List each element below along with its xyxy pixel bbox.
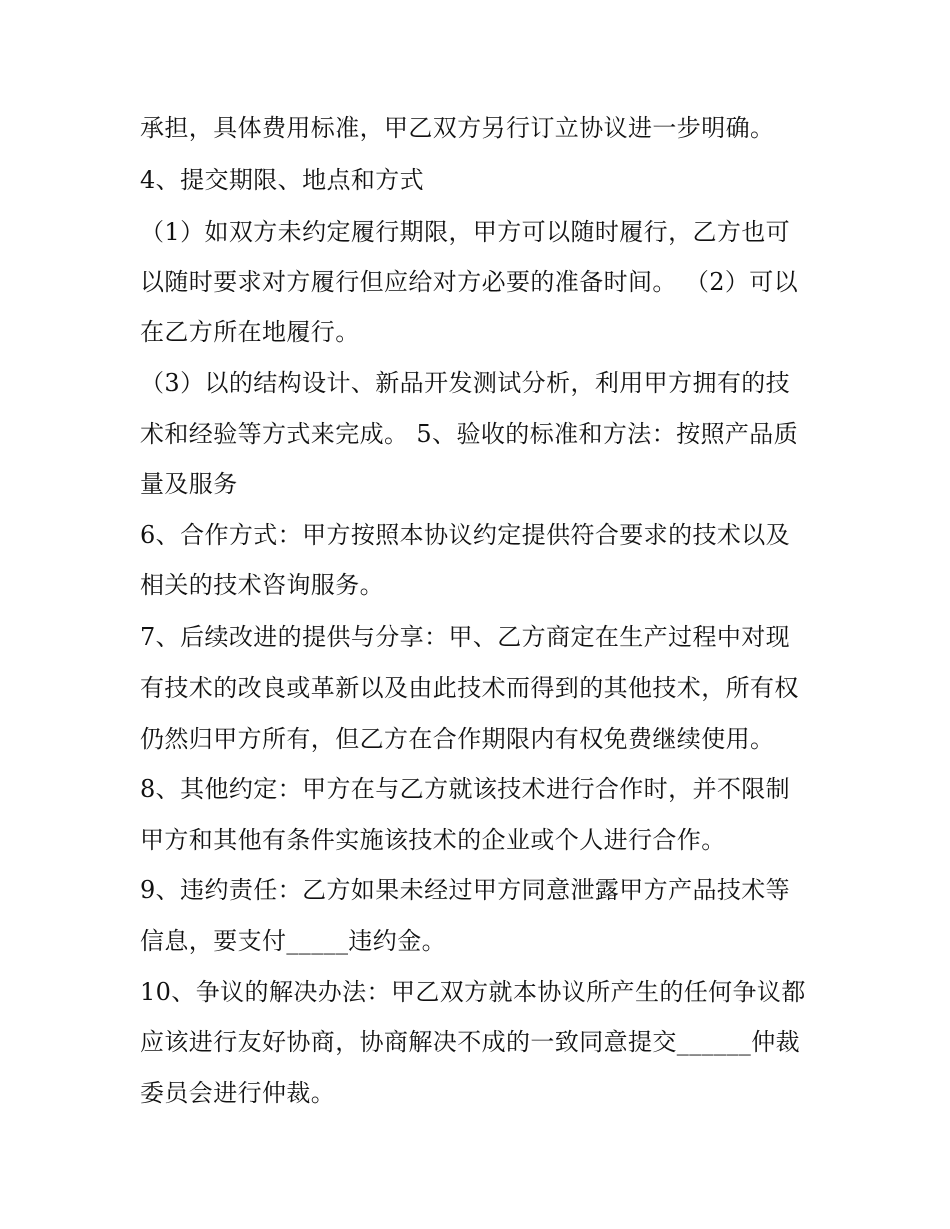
- text-line: 有技术的改良或革新以及由此技术而得到的其他技术，所有权: [140, 674, 799, 702]
- text-line: 8、其他约定：甲方在与乙方就该技术进行合作时，并不限制: [140, 775, 791, 803]
- text-line: 9、违约责任：乙方如果未经过甲方同意泄露甲方产品技术等: [140, 876, 791, 904]
- text-line: 7、后续改进的提供与分享：甲、乙方商定在生产过程中对现: [140, 623, 791, 651]
- text-line: 以随时要求对方履行但应给对方必要的准备时间。 （2）可以: [140, 268, 799, 296]
- text-line: 信息，要支付_____违约金。: [140, 927, 446, 955]
- text-line: 承担，具体费用标准，甲乙双方另行订立协议进一步明确。: [140, 114, 775, 142]
- section-heading: 4、提交期限、地点和方式: [140, 166, 425, 194]
- text-line: 量及服务: [140, 470, 238, 498]
- text-line: 委员会进行仲裁。: [140, 1079, 336, 1107]
- text-line: 在乙方所在地履行。: [140, 318, 360, 346]
- text-line: 仍然归甲方所有，但乙方在合作期限内有权免费继续使用。: [140, 725, 775, 753]
- text-line: 应该进行友好协商，协商解决不成的一致同意提交______仲裁: [140, 1028, 800, 1056]
- text-line: （1）如双方未约定履行期限，甲方可以随时履行，乙方也可: [140, 218, 791, 246]
- text-line: 甲方和其他有条件实施该技术的企业或个人进行合作。: [140, 826, 726, 854]
- text-line: 相关的技术咨询服务。: [140, 571, 384, 599]
- text-line: （3）以的结构设计、新品开发测试分析，利用甲方拥有的技: [140, 369, 791, 397]
- text-line: 10、争议的解决办法：甲乙双方就本协议所产生的任何争议都: [140, 978, 806, 1006]
- text-line: 术和经验等方式来完成。 5、验收的标准和方法：按照产品质: [140, 420, 799, 448]
- text-line: 6、合作方式：甲方按照本协议约定提供符合要求的技术以及: [140, 521, 791, 549]
